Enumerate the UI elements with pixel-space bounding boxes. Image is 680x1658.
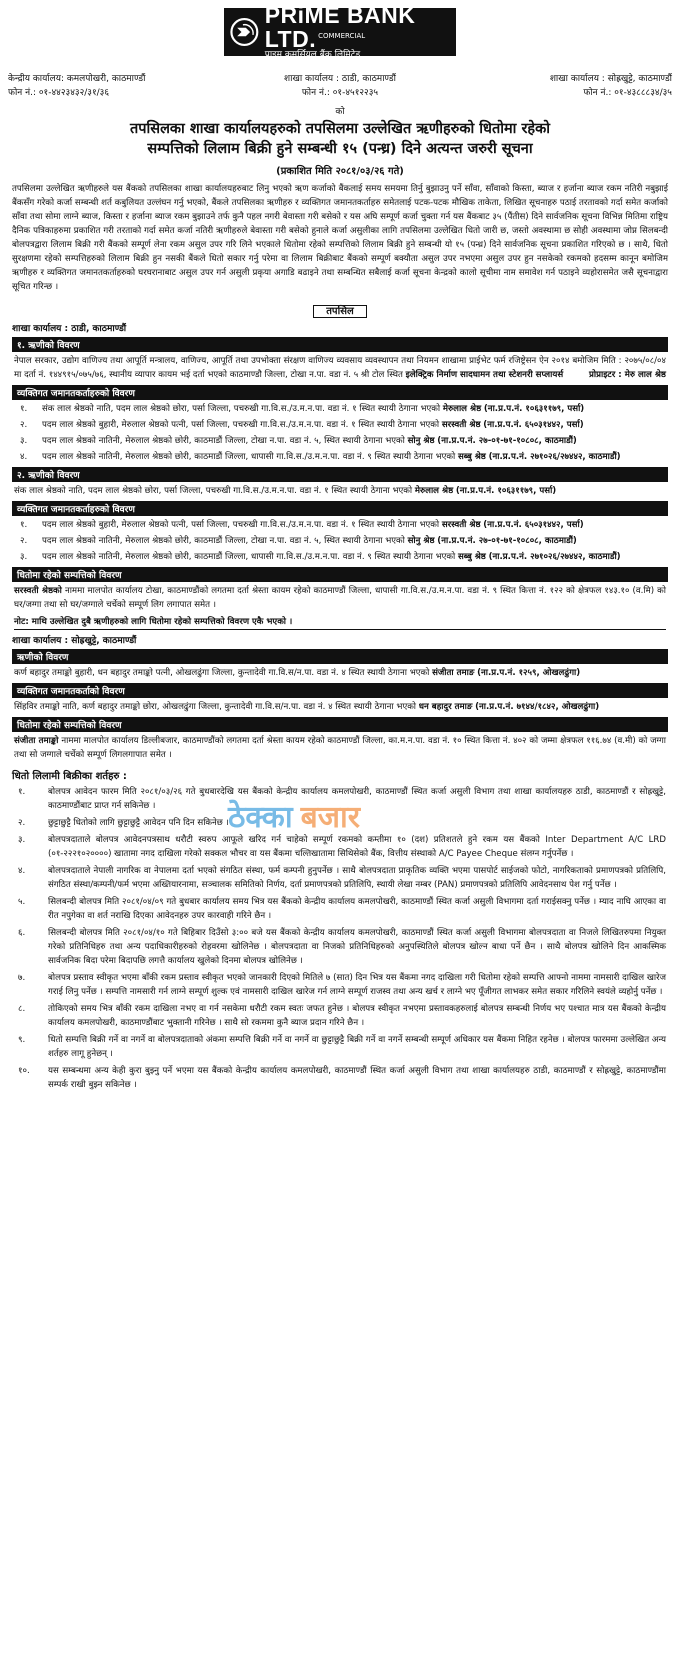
intro-paragraph: तपसिलमा उल्लेखित ऋणीहरुले यस बैंकको तपसिलका शाखा कार्यालयहरुबाट लिनु भएको ऋण कर्जाको बैंकलाई समय समयमा तिर्नु बुझाउनु पर्ने साँवा, साँवाको किस्ता, ब्याज र हर्जाना ब्याज रकम नतिरी नबुझाई बैंकसँग गरेको कर्जा सम्बन्धी शर्त कबुलियत उल्लंघन गर्नु भएको, बैंकले तपसिलका ऋणीहरु र व्यक्तिगत जमानतकर्ताहरु समेतलाई पटक-पटक मौखिक ताकेता, लिखित सूचनाहरु पठाई तरतावको गर्दा समेत कर्जाको साँवा तथा सोमा लाग्ने ब्याज, किस्ता र हर्जाना ब्याज रकम बुझाउने तर्फ कुनै पहल नगरी बेवास्ता गरी बसेको र यस अघि सम्पूर्ण कर्जा चुक्ता गर्न यस बैंकबाट ३५ (पैंतीस) दिने सार्वजनिक सूचना विभिन्न मितिमा राष्ट्रिय दैनिक पत्रिकाहरुमा प्रकाशित गरी तरताको गर्दा समेत कर्जा नतिरी ऋणीहरुले बेवास्ता गरी बसेको हुनाले कर्जा असुलीका लागि तपसिलमा उल्लेखित धितो जारी छ, जस्तो अवस्थामा छ सोही अवस्थामा जोप्न सिलबन्दी बोलपत्रद्वारा लिलाम बिक्री गरी बैंकको सम्पूर्ण लेना रकम असुल उपर गरि लिने भएकाले धितोमा रहेको सम्पत्तिको लिलाम बिक्री हुने सम्बन्धी यो १५ (पन्ध्र) दिने सार्वजनिक सूचना प्रकाशित गरिएको छ । साथै, धितो सुरक्षणमा रहेको सम्पत्तिहरुको लिलाम बिक्री हुन नसकी बैंकले धितो सकार गर्नु परेमा वा लिलाम बिक्रीबाट बैंकको सम्पूर्ण बक्यौता असुल उपर नभएमा असुल उपर हुन नसकेको रकमको हदसम्म कानून बमोजिम ऋणीहरु र व्यक्तिगत जमानतकर्ताहरुको घरघरानाबाट असुल उपर गर्न असुली प्रकृया अगाडि बढाइने तथा सम्बन्धित सबैलाई कर्जा सूचना केन्द्रको कालो सूचीमा नाम समावेश गर्न पठाइने व्यहोरासमेत जसै सूचनाद्वारा सूचित गरिन्छ । <box>12 184 668 292</box>
commercial-tag: COMMERCIAL <box>318 32 366 41</box>
term-number: ३. <box>18 835 26 845</box>
list-item <box>14 434 666 448</box>
term-number: ७. <box>18 973 26 983</box>
term-text: बोलपत्रदाताले नेपाली नागरिक वा नेपालमा दर्ता भएको संगठित संस्था, फर्म कम्पनी हुनुपर्नेछ । साथै बोलपत्रदाता प्राकृतिक व्यक्ति भएमा पासपोर्ट साईजको फोटो, नागरिकताको प्रमाणपत्रको प्रतिलिपि, संगठित संस्था/कम्पनी/फर्म भएमा अख्तियारनामा, सञ्चालक समितिको निर्णय, दर्ता प्रमाणपत्रको प्रतिलिपि, स्थायी लेखा नम्बर (PAN) प्रमाणपत्रको प्रतिलिपि आवेदनसाथ पेश गर्नु पर्नेछ । <box>48 866 666 890</box>
watermark-part2: बजार <box>300 799 361 835</box>
term-text: बोलपत्रदाताले बोलपत्र आवेदनपत्रसाथ धरौटी स्वरुप आफूले खरिद गर्न चाहेको सम्पूर्ण रकमको कम्तीमा १० (दश) प्रतिशतले हुने रकम यस बैंकको Inter Department A/C LRD (०१-२२२१०२००००) खातामा नगद दाखिला गरेको सक्कल भौचर वा यस बैंकमा चल्तिखातामा सिथिसेको बैंक, वित्तीय संस्थाको A/C Payee Cheque संलग्न गर्नुपर्नेछ । <box>48 835 666 859</box>
sohrakhutte-office-label: शाखा कार्यालय : सोह्रखुट्टे, काठमाण्डौं <box>549 74 672 84</box>
item-number: ३. <box>20 436 28 446</box>
prime-bank-emblem-icon <box>230 12 259 52</box>
branch2-debtor-details <box>14 666 666 680</box>
debtor2-text: संक लाल श्रेष्ठको नाति, पदम लाल श्रेष्ठको छोरा, पर्सा जिल्ला, पचरुखी गा.वि.स./उ.म.न.पा. वडा नं. १ स्थित स्थायी ठेगाना भएको <box>14 486 413 496</box>
term-number: २. <box>18 818 26 828</box>
term-number: ८. <box>18 1004 26 1014</box>
branch2-guarantor-heading: व्यक्तिगत जमानतकर्ताको विवरण <box>12 683 668 698</box>
term-number: १. <box>18 787 26 797</box>
list-item <box>14 518 666 532</box>
list-item <box>14 418 666 432</box>
term-number: ६. <box>18 928 26 938</box>
list-item <box>14 864 666 892</box>
branch1-guarantors1-list <box>8 402 672 464</box>
branch2-debtor-heading: ऋणीको विवरण <box>12 649 668 664</box>
item-name: मेरुलाल श्रेष्ठ <box>442 404 482 414</box>
thadi-office-label: शाखा कार्यालय : ठाडी, काठमाण्डौं <box>284 74 396 84</box>
branch1-guarantors1-heading: व्यक्तिगत जमानतकर्ताहरुको विवरण <box>12 385 668 400</box>
list-item <box>14 450 666 464</box>
item-name: सब्बु श्रेष्ठ <box>457 552 486 562</box>
item-number: १. <box>20 520 28 530</box>
branch1-debtor1-heading: १. ऋणीको विवरण <box>12 337 668 352</box>
thadi-office-phone: फोन नं.: ०१-४५१२२३५ <box>301 88 379 98</box>
item-id: (ना.प्र.प.नं. २७-०१-७१-१०८०८, काठमाडौं) <box>437 436 577 446</box>
debtor2-name: मेरुलाल श्रेष्ठ <box>414 486 454 496</box>
list-item <box>14 895 666 923</box>
term-number: १०. <box>18 1066 30 1076</box>
sohrakhutte-office-phone: फोन नं.: ०१-४३८८८३४/३५ <box>583 88 672 98</box>
term-text: धितो सम्पत्ति बिक्री गर्ने वा नगर्ने वा बोलपत्रदाताको अंकमा सम्पत्ति बिक्री गर्ने वा नगर्ने वा छुट्टाछुट्टै बिक्री गर्ने वा नगर्ने सम्बन्धी सम्पूर्ण अधिकार यस बैंकमा निहित रहनेछ । बोलपत्र फारममा उल्लेखित अन्य शर्तहरु लागू हुनेछन् । <box>48 1035 666 1059</box>
list-item <box>14 1033 666 1061</box>
branch2-collateral-heading: धितोमा रहेको सम्पत्तिको विवरण <box>12 717 668 732</box>
item-id: (ना.प्र.प.नं. ६५०३१४४२, पर्सा) <box>483 420 584 430</box>
central-office <box>8 72 227 100</box>
item-text: पदम लाल श्रेष्ठको नातिनी, मेरुलाल श्रेष्ठको छोरी, काठमाडौं जिल्ला, टोखा न.पा. वडा नं. ५, स्थित स्थायी ठेगाना भएको <box>42 436 405 446</box>
term-text: सिलबन्दी बोलपत्र मिति २०८१/०४/१० गते बिहिबार दिउँसो ३:०० बजे यस बैंकको केन्द्रीय कार्यालय कमलपोखरी, काठमाण्डौं स्थित कर्जा असुली विभागमा बोलपत्रदाता वा निजले लिखितरुपमा नियुक्त गरेको प्रतिनिधिहरु तथा अन्य पदाधिकारीहरुको रोहवरमा खोलिनेछ । बोलपत्रदाता वा निजको प्रतिनिधिहरुको अनुपस्थितिले बोलपत्र खोल्न बाधा पर्ने छैन । साथै बोलपत्र खोलिने दिन आकस्मिक सार्वजनिक बिदा परेमा बिदापछि लगत्तै कार्यालय खुलेको दिनमा बोलपत्र खोलिनेछ । <box>48 928 666 966</box>
term-text: बोलपत्र आवेदन फारम मिति २०८१/०३/२६ गते बुधबारदेखि यस बैंकको केन्द्रीय कार्यालय कमलपोखरी, काठमाण्डौं स्थित कर्जा असुली विभाग तथा शाखा कार्यालयहरु ठाडी, काठमाण्डौं र सोह्रखुट्टे, काठमाण्डौंबाट प्राप्त गर्न सकिनेछ । <box>48 787 666 811</box>
terms-heading: धितो लिलामी बिक्रीका शर्तहरु : <box>12 771 127 782</box>
item-name: सोनु श्रेष्ठ <box>407 436 435 446</box>
item-number: ४. <box>20 452 28 462</box>
term-text: यस सम्बन्धमा अन्य केही कुरा बुझ्नु पर्ने भएमा यस बैंकको केन्द्रीय कार्यालय कमलपोखरी, काठमाण्डौं स्थित कर्जा असुली विभाग तथा शाखा कार्यालयहरु ठाडी, काठमाण्डौं र सोह्रखुट्टे, काठमाण्डौंमा सम्पर्क राखी बुझ्न सकिनेछ । <box>48 1066 666 1090</box>
item-name: सरस्वती श्रेष्ठ <box>441 520 481 530</box>
branch2-debtor-name: संजीता तमाङ <box>432 668 475 678</box>
item-number: २. <box>20 420 28 430</box>
term-number: ५. <box>18 897 26 907</box>
term-text: तोकिएको समय भित्र बाँकी रकम दाखिला नभए वा गर्न नसकेमा धरौटी रकम स्वतः जफत हुनेछ । बोलपत्र स्वीकृत नभएमा प्रस्तावकहरुलाई बोलपत्र सम्बन्धी निर्णय भए पश्चात मात्र यस बैंकको केन्द्रीय कार्यालय कमलपोखरी, काठमाण्डौंबाट भुक्तानी गरिनेछ । साथै सो रकममा कुनै ब्याज प्रदान गरिने छैन । <box>48 1004 666 1028</box>
bank-name: PRiME BANK LTD. <box>264 2 416 53</box>
bank-logo-area <box>8 2 672 61</box>
branch2-collateral-text: नाममा मालपोत कार्यालय डिल्लीबजार, काठमाण्डौंको लगतमा दर्ता श्रेस्ता कायम रहेको काठमाण्डौं जिल्ला, का.म.न.पा. वडा नं. १० स्थित कित्ता नं. ४०२ को जम्मा क्षेत्रफल ११६.७४ (व.मी) को जग्गा तथा सो जग्गाले चर्चेको सम्पूर्ण लिगलगापात समेत । <box>14 736 667 760</box>
branch1-debtor2-heading: २. ऋणीको विवरण <box>12 467 668 482</box>
branch1-collateral-details <box>14 584 666 612</box>
branch2-guarantor-id: (ना.प्र.प.नं. ७१४४/१८४२, ओखलढुंगा) <box>475 702 600 712</box>
branch2-guarantor-name: धन बहादुर तमाङ <box>418 702 473 712</box>
item-number: १. <box>20 404 28 414</box>
central-office-label: केन्द्रीय कार्यालय: कमलपोखरी, काठमाण्डौं <box>8 74 146 84</box>
item-text: पदम लाल श्रेष्ठको नातिनी, मेरुलाल श्रेष्ठको छोरी, काठमाडौं जिल्ला, टोखा न.पा. वडा नं. ५, स्थित स्थायी ठेगाना भएको <box>42 536 405 546</box>
list-item <box>14 534 666 548</box>
headline-line-1: तपसिलका शाखा कार्यालयहरुको तपसिलमा उल्लेखित ऋणीहरुको धितोमा रहेको <box>130 121 550 137</box>
central-office-phone: फोन नं.: ०१-४४२३४३२/३१/३६ <box>8 88 110 98</box>
branch2-guarantor-details <box>14 700 666 714</box>
schedule-heading <box>8 299 672 318</box>
branch1-guarantors2-list <box>8 518 672 564</box>
debtor1-text: नेपाल सरकार, उद्योग वाणिज्य तथा आपूर्ति मन्त्रालय, वाणिज्य, आपूर्ति तथा उपभोक्ता संरक्षण वाणिज्य व्यवसाय व्यवस्थापन तथा नियमन शाखामा प्राईभेट फर्म रजिष्ट्रेसन ऐन २०१४ बमोजिम मिति : २०७५/०८/०४ मा दर्ता नं. १४४९१५/०७५/७६, स्थानीय व्यापार कायम भई दर्ता भएको काठमाण्डौ जिल्ला, टोखा न.पा. वडा नं. ५ श्री टोल स्थित <box>14 356 666 380</box>
list-item <box>14 550 666 564</box>
item-text: पदम लाल श्रेष्ठको नातिनी, मेरुलाल श्रेष्ठको छोरी, काठमाडौं जिल्ला, धापासी गा.वि.स./उ.म.न.पा. वडा नं. ९ स्थित स्थायी ठेगाना भएको <box>42 452 456 462</box>
office-addresses <box>8 72 672 100</box>
list-item <box>14 926 666 968</box>
item-number: २. <box>20 536 28 546</box>
term-text: छुट्टाछुट्टै धितोको लागि छुट्टाछुट्टै आवेदन पनि दिन सकिनेछ । <box>48 818 229 828</box>
branch2-debtor-text: कर्ण बहादुर तमाङ्को बुहारी, धन बहादुर तमाङ्को पत्नी, ओखलढुंगा जिल्ला, कुन्तादेवी गा.वि.स/न.पा. वडा नं. ४ स्थित स्थायी ठेगाना भएको <box>14 668 430 678</box>
item-id: (ना.प्र.प.नं. २७१०२६/२७४४२, काठमाडौं) <box>488 452 621 462</box>
branch1-label: शाखा कार्यालय : ठाडी, काठमाण्डौं <box>12 324 127 334</box>
bank-logo <box>224 2 456 61</box>
item-id: (ना.प्र.प.नं. २७१०२६/२७४४२, काठमाडौं) <box>488 552 621 562</box>
item-text: संक लाल श्रेष्ठको नाति, पदम लाल श्रेष्ठको छोरा, पर्सा जिल्ला, पचरुखी गा.वि.स./उ.म.न.पा. वडा नं. १ स्थित स्थायी ठेगाना भएको <box>42 404 441 414</box>
watermark-part1: ठेक्का <box>228 799 293 835</box>
watermark-logo <box>228 790 448 840</box>
collateral-text: नाममा मालपोत कार्यालय टोखा, काठमाण्डौंको लगतमा दर्ता श्रेस्ता कायम रहेको काठमाण्डौं जिल्ला, धापासी गा.वि.स./उ.म.न.पा. वडा नं. ९ स्थित कित्ता नं. १२२ को क्षेत्रफल १४३.१० (व.मि) को घर/जग्गा तथा सो घर/जग्गाले चर्चेको सम्पूर्ण लिग लगापात समेत । <box>14 586 666 610</box>
branch1-note: नोट: माथि उल्लेखित दुबै ऋणीहरुको लागि धितोमा रहेको सम्पत्तिको विवरण एकै भएको । <box>14 615 666 630</box>
term-number: ४. <box>18 866 26 876</box>
branch2-collateral-owner: संजीता तमाङ्को <box>14 736 59 746</box>
headline-line-2: सम्पत्तिको लिलाम बिक्री हुने सम्बन्धी १५ (पन्ध्र) दिने अत्यन्त जरुरी सूचना <box>147 141 533 157</box>
item-text: पदम लाल श्रेष्ठको बुहारी, मेरुलाल श्रेष्ठको पत्नी, पर्सा जिल्ला, पचरुखी गा.वि.स./उ.म.न.पा. वडा नं. १ स्थित स्थायी ठेगाना भएको <box>42 520 440 530</box>
term-text: सिलबन्दी बोलपत्र मिति २०८१/०४/०९ गते बुधबार कार्यालय समय भित्र यस बैंकको केन्द्रीय कार्यालय कमलपोखरी, काठमाण्डौं स्थित कर्जा असुली विभागमा दर्ता गराईसक्नु पर्नेछ । म्याद नाघि आएका वा रीत नपुगेका वा शर्त नराखि दिएका आवेदनहरु उपर कारवाही गरिने छैन । <box>48 897 666 921</box>
debtor1-proprietor: प्रोप्राइटर : मेरु लाल श्रेष्ठ <box>588 370 666 380</box>
branch1-collateral-heading: धितोमा रहेको सम्पत्तिको विवरण <box>12 567 668 582</box>
item-id: (ना.प्र.प.नं. २७-०१-७१-१०८०८, काठमाडौं) <box>437 536 577 546</box>
item-number: ३. <box>20 552 28 562</box>
branch2-debtor-id: (ना.प्र.प.नं. १२५९, ओखलढुंगा) <box>477 668 581 678</box>
branch2-guarantor-text: सिंहविर तमाङ्को नाति, कर्ण बहादुर तमाङ्को छोरा, ओखलढुंगा जिल्ला, कुन्तादेवी गा.वि.स/न.पा. वडा नं. ४ स्थित स्थायी ठेगाना भएको <box>14 702 417 712</box>
term-number: ९. <box>18 1035 26 1045</box>
connector-ko: को <box>335 107 345 117</box>
list-item <box>14 1002 666 1030</box>
list-item <box>14 971 666 999</box>
debtor1-firm-name: इलेक्ट्रिक निर्माण सादधामन तथा स्टेशनरी सप्लायर्स <box>405 370 564 380</box>
item-text: पदम लाल श्रेष्ठको बुहारी, मेरुलाल श्रेष्ठको पत्नी, पर्सा जिल्ला, पचरुखी गा.वि.स./उ.म.न.पा. वडा नं. १ स्थित स्थायी ठेगाना भएको <box>42 420 440 430</box>
branch2-collateral-details <box>14 734 666 762</box>
list-item <box>14 402 666 416</box>
branch1-debtor1-details <box>14 354 666 382</box>
term-text: बोलपत्र प्रस्ताव स्वीकृत भएमा बाँकी रकम प्रस्ताव स्वीकृत भएको जानकारी दिएको मितिले ७ (सात) दिन भित्र यस बैंकमा नगद दाखिला गरी धितोमा रहेको सम्पत्ति आफ्नो नाममा नामसारी दाखिल खारेज गराई लिनु पर्नेछ । सम्पत्ति नामसारी गर्न लाग्ने सम्पूर्ण शुल्क एवं नामसारी दाखिल खारेज गर्न लाग्ने सम्पूर्ण राजस्व तथा अन्य खर्च र लाग्ने भए पूँजीगत लाभकर समेत सकार गरिलिने स्वयंले व्यहोर्नु पर्नेछ । <box>48 973 666 997</box>
item-name: सरस्वती श्रेष्ठ <box>441 420 481 430</box>
bank-name-nepali: प्राइम कमर्सियल बैंक लिमिटेड <box>264 50 361 61</box>
item-id: (ना.प्र.प.नं. १०६३११७९, पर्सा) <box>483 404 585 414</box>
collateral-owner: सरस्वती श्रेष्ठको <box>14 586 62 596</box>
sohrakhutte-office <box>453 72 672 100</box>
item-name: सोनु श्रेष्ठ <box>407 536 435 546</box>
list-item <box>14 1064 666 1092</box>
debtor2-id: (ना.प्र.प.नं. १०६३११७९, पर्सा) <box>455 486 557 496</box>
branch1-guarantors2-heading: व्यक्तिगत जमानतकर्ताहरुको विवरण <box>12 501 668 516</box>
branch2-label: शाखा कार्यालय : सोह्रखुट्टे, काठमाण्डौं <box>12 636 137 646</box>
item-text: पदम लाल श्रेष्ठको नातिनी, मेरुलाल श्रेष्ठको छोरी, काठमाडौं जिल्ला, धापासी गा.वि.स./उ.म.न.पा. वडा नं. ९ स्थित स्थायी ठेगाना भएको <box>42 552 456 562</box>
thadi-office <box>230 72 449 100</box>
branch1-debtor2-details <box>14 484 666 498</box>
notice-headline <box>8 119 672 159</box>
item-id: (ना.प्र.प.नं. ६५०३१४४२, पर्सा) <box>483 520 584 530</box>
item-name: सब्बु श्रेष्ठ <box>457 452 486 462</box>
publication-date: (प्रकाशित मिति २०८१/०३/२६ गते) <box>276 166 404 177</box>
schedule-label: तपसिल <box>313 305 367 318</box>
